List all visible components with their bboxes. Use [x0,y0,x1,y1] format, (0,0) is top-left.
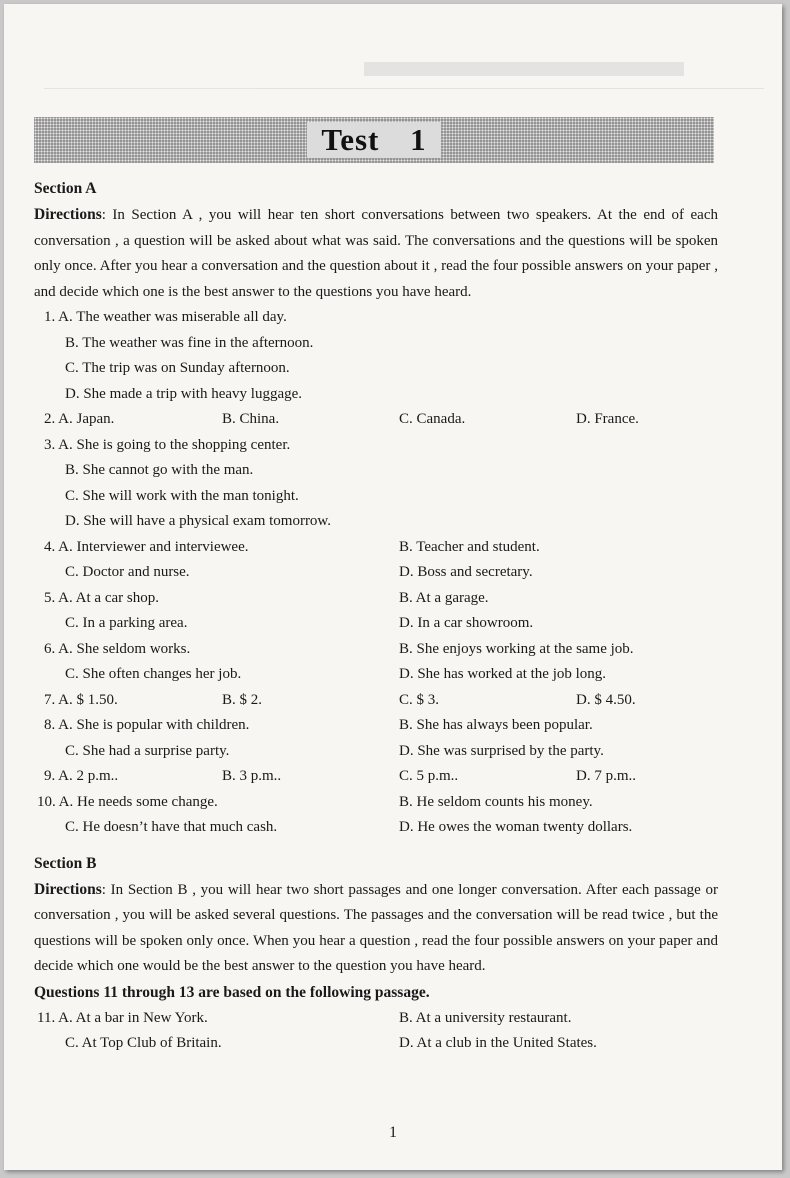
answer-option: 4. A. Interviewer and interviewee. [44,538,249,555]
answer-option: 11. A. At a bar in New York. [37,1009,208,1026]
answer-option: 7. A. $ 1.50. [44,691,118,708]
answer-option: C. In a parking area. [65,615,188,631]
answer-option: 2. A. Japan. [44,411,115,427]
answer-option: C. She had a surprise party. [65,742,230,759]
section-b-questions [34,1006,718,1057]
answer-option: C. The trip was on Sunday afternoon. [65,360,290,376]
answer-option: B. At a university restaurant. [399,1009,572,1026]
questions-group-heading: Questions 11 through 13 are based on the following passage. [34,983,430,1001]
answer-option: 8. A. She is popular with children. [44,717,250,733]
answer-option: C. She will work with the man tonight. [65,487,299,504]
answer-option: C. He doesn’t have that much cash. [65,819,278,835]
answer-option: B. She has always been popular. [399,717,593,733]
option-row [34,586,718,612]
answer-option: D. He owes the woman twenty dollars. [399,819,633,835]
answer-option: 5. A. At a car shop. [44,589,159,606]
answer-option: C. At Top Club of Britain. [65,1035,222,1051]
title-banner [34,117,714,163]
answer-option: C. $ 3. [399,691,440,708]
answer-option: B. China. [222,411,280,427]
answer-option: D. France. [576,411,639,427]
option-row [34,305,718,331]
answer-option: B. Teacher and student. [399,538,540,555]
answer-option: C. Canada. [399,411,466,427]
option-row [34,331,718,357]
option-row [34,637,718,663]
option-row [34,560,718,586]
answer-option: D. $ 4.50. [576,691,636,708]
section-a-directions [34,202,718,305]
answer-option: C. Doctor and nurse. [65,564,190,580]
answer-option: B. $ 2. [222,691,263,708]
answer-option: 1. A. The weather was miserable all day. [44,309,287,325]
option-row [34,764,718,790]
answer-option: D. She was surprised by the party. [399,742,604,759]
option-row [34,815,718,841]
answer-option: B. At a garage. [399,589,489,606]
answer-option: 6. A. She seldom works. [44,640,191,657]
option-row [34,535,718,561]
answer-option: 9. A. 2 p.m.. [44,768,119,784]
answer-option: 3. A. She is going to the shopping center. [44,436,291,453]
section-a-questions [34,305,718,841]
page-title: Test 1 [307,122,440,158]
answer-option: B. The weather was fine in the afternoon. [65,334,314,351]
directions-text: : In Section A , you will hear ten short conversations between two speakers. At the end of each conversation , a question will be asked about what was said. The conversations and the questions will be spoken only once. After you hear a conversation and the question about it , read the four possible answers on your paper , and decide which one is the best answer to the questions you have heard. [34,207,718,300]
answer-option: D. She will have a physical exam tomorrow. [65,513,332,529]
section-b-directions [34,877,718,980]
option-row [34,688,718,714]
option-row [34,433,718,459]
option-row [34,458,718,484]
page-number: 1 [389,1124,397,1141]
option-row [34,611,718,637]
answer-option: B. She cannot go with the man. [65,462,254,478]
option-row [34,662,718,688]
answer-option: B. He seldom counts his money. [399,793,593,810]
answer-option: D. She made a trip with heavy luggage. [65,385,303,402]
directions-text: : In Section B , you will hear two short passages and one longer conversation. After each passage or conversation , you will be asked several questions. The passages and the conversation will be read twice , but the questions will be spoken only once. When you hear a question , read the four possible answers on your paper and decide which one would be the best answer to the question you have heard. [34,881,718,974]
answer-option: D. At a club in the United States. [399,1035,597,1051]
answer-option: D. Boss and secretary. [399,564,533,580]
answer-option: 10. A. He needs some change. [37,793,218,810]
option-row [34,484,718,510]
directions-label: Directions [34,206,102,223]
option-row [34,713,718,739]
content-area [34,176,718,1057]
answer-option: D. In a car showroom. [399,615,534,631]
answer-option: B. She enjoys working at the same job. [399,640,634,657]
answer-option: D. She has worked at the job long. [399,666,607,682]
document-page [4,4,782,1170]
option-row [34,739,718,765]
answer-option: B. 3 p.m.. [222,768,282,784]
bleed-through-header [44,44,744,104]
option-row [34,407,718,433]
option-row [34,509,718,535]
option-row [34,790,718,816]
answer-option: C. 5 p.m.. [399,768,459,784]
section-a-heading: Section A [34,180,97,197]
option-row [34,1031,718,1057]
option-row [34,382,718,408]
answer-option: C. She often changes her job. [65,666,242,682]
option-row [34,1006,718,1032]
option-row [34,356,718,382]
directions-label: Directions [34,880,102,898]
section-b-heading: Section B [34,854,97,872]
answer-option: D. 7 p.m.. [576,768,636,784]
